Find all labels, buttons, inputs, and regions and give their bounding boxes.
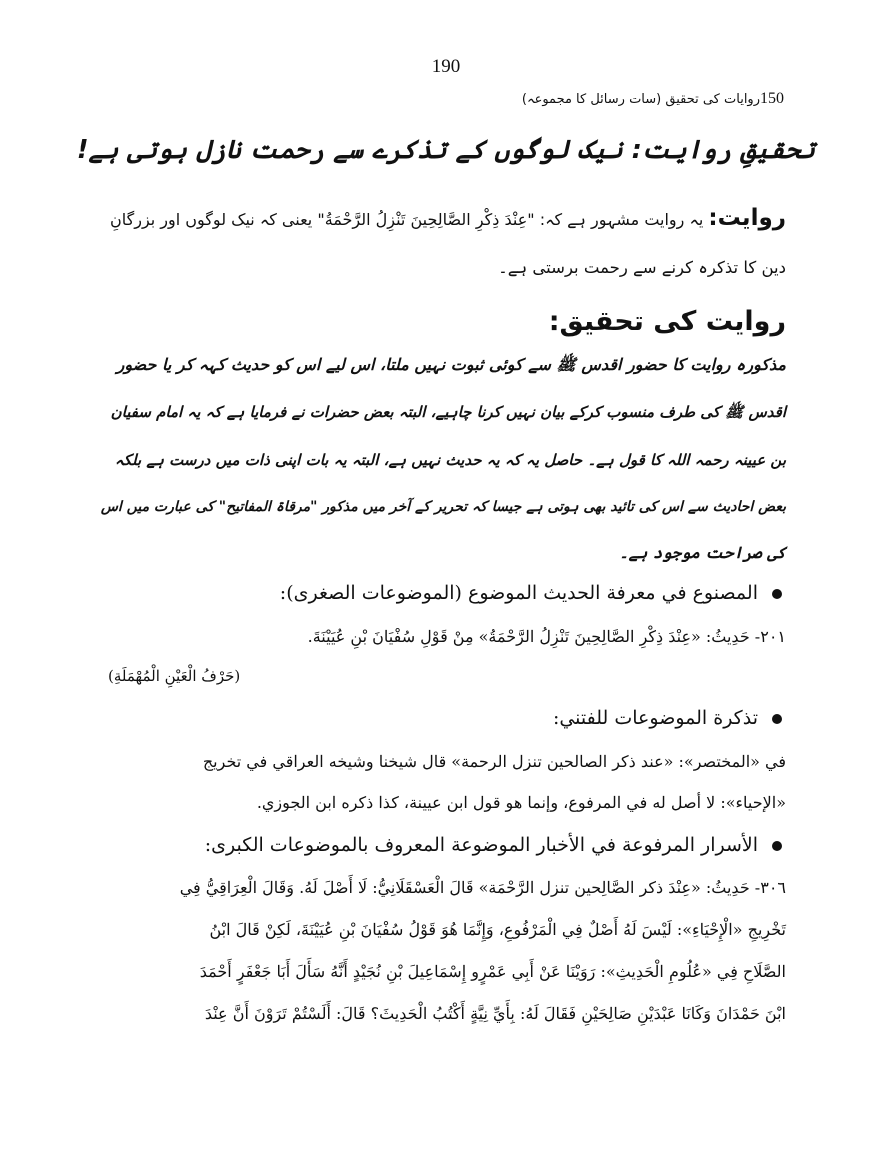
source-2-line-2: «الإحياء»: لا أصل له في المرفوع، وإنما هو قول ابن عيينة، كذا ذكره ابن الجوزي. xyxy=(256,793,786,812)
riwayat-line-2: دین کا تذکرہ کرنے سے رحمت برستی ہے۔ xyxy=(498,258,786,277)
tahqiq-heading: روایت کی تحقیق: xyxy=(548,306,786,337)
tahqiq-line-2: اقدس ﷺ کی طرف منسوب کرکے بیان نہیں کرنا چاہیے، البتہ بعض حضرات نے فرمایا ہے کہ یہ امام سفیان xyxy=(110,403,786,421)
page-title: تحقیقِ روایت: نیک لوگوں کے تذکرے سے رحمت نازل ہوتی ہے! xyxy=(76,135,816,165)
riwayat-label: روایت: xyxy=(708,205,786,231)
tahqiq-line-1: مذکورہ روایت کا حضور اقدس ﷺ سے کوئی ثبوت نہیں ملتا، اس لیے اس کو حدیث کہہ کر یا حضور xyxy=(116,355,786,374)
source-1-note: (حَرْفُ الْعَيْنِ الْمُهْمَلَةِ) xyxy=(108,667,241,685)
source-1-heading: المصنوع في معرفة الحديث الموضوع (الموضوعات الصغرى): xyxy=(280,582,782,604)
running-header-text: روایات کی تحقیق (سات رسائل کا مجموعہ) xyxy=(521,92,760,107)
source-1-line-1: ٢٠١- حَدِيثُ: «عِنْدَ ذِكْرِ الصَّالِحِينَ تَنْزِلُ الرَّحْمَةُ» مِنْ قَوْلِ سُفْيَانَ بْنِ عُيَيْنَةَ. xyxy=(307,627,786,646)
page-number: 190 xyxy=(431,56,461,77)
riwayat-text-1: یہ روایت مشہور ہے کہ: "عِنْدَ ذِكْرِ الصَّالِحِينَ تَنْزِلُ الرَّحْمَةُ" یعنی کہ نیک لوگوں اور بزرگانِ xyxy=(109,210,704,229)
tahqiq-line-5: کی صراحت موجود ہے۔ xyxy=(619,543,786,562)
source-3-line-1: ٣٠٦- حَدِيثُ: «عِنْدَ ذكر الصَّالِحين تنزل الرَّحْمَة» قَالَ الْعَسْقَلَانِيُّ: لَا أَصْلَ لَهُ. وَقَالَ الْعِرَاقِيُّ فِي xyxy=(179,878,786,897)
source-3-line-3: الصَّلَاحِ فِي «عُلُومِ الْحَدِيثِ»: رَوَيْنَا عَنْ أَبِي عَمْرٍو إِسْمَاعِيلَ بْنِ نُجَيْدٍ أَنَّهُ سَأَلَ أَبَا جَعْفَرٍ أَحْمَدَ xyxy=(199,962,786,981)
running-header-number: 150 xyxy=(760,90,784,107)
bullet-icon xyxy=(772,589,782,599)
bullet-icon xyxy=(772,841,782,851)
running-header xyxy=(522,90,784,108)
source-3-line-2: تَخْرِيجِ «الْإِحْيَاءِ»: لَيْسَ لَهُ أَصْلٌ فِي الْمَرْفُوعِ، وَإِنَّمَا هُوَ قَوْلُ سُفْيَانَ بْنِ عُيَيْنَةَ، لَكِنْ قَالَ ابْنُ xyxy=(209,920,786,939)
source-2-heading: تذكرة الموضوعات للفتني: xyxy=(553,707,782,729)
riwayat-line-1 xyxy=(100,205,786,231)
bullet-icon xyxy=(772,714,782,724)
tahqiq-line-4: بعض احادیث سے اس کی تائید بھی ہوتی ہے جیسا کہ تحریر کے آخر میں مذکور "مرقاۃ المفاتیح" کی عبارت میں اس xyxy=(100,499,786,515)
source-3-line-4: ابْنَ حَمْدَانَ وَكَانَا عَبْدَيْنِ صَالِحَيْنِ فَقَالَ لَهُ: بِأَيِّ نِيَّةٍ أَكْتُبُ الْحَدِيثَ؟ قَالَ: أَلَسْتُمْ تَرَوْنَ أَنَّ عِنْدَ xyxy=(204,1004,786,1023)
source-2-line-1: في «المختصر»: «عند ذكر الصالحين تنزل الرحمة» قال شيخنا وشيخه العراقي في تخريج xyxy=(202,752,786,771)
source-3-heading: الأسرار المرفوعة في الأخبار الموضوعة المعروف بالموضوعات الكبرى: xyxy=(205,834,782,856)
tahqiq-line-3: بن عیینہ رحمہ اللہ کا قول ہے۔ حاصل یہ کہ یہ حدیث نہیں ہے، البتہ یہ بات اپنی ذات میں درست ہے بلکہ xyxy=(114,451,786,469)
